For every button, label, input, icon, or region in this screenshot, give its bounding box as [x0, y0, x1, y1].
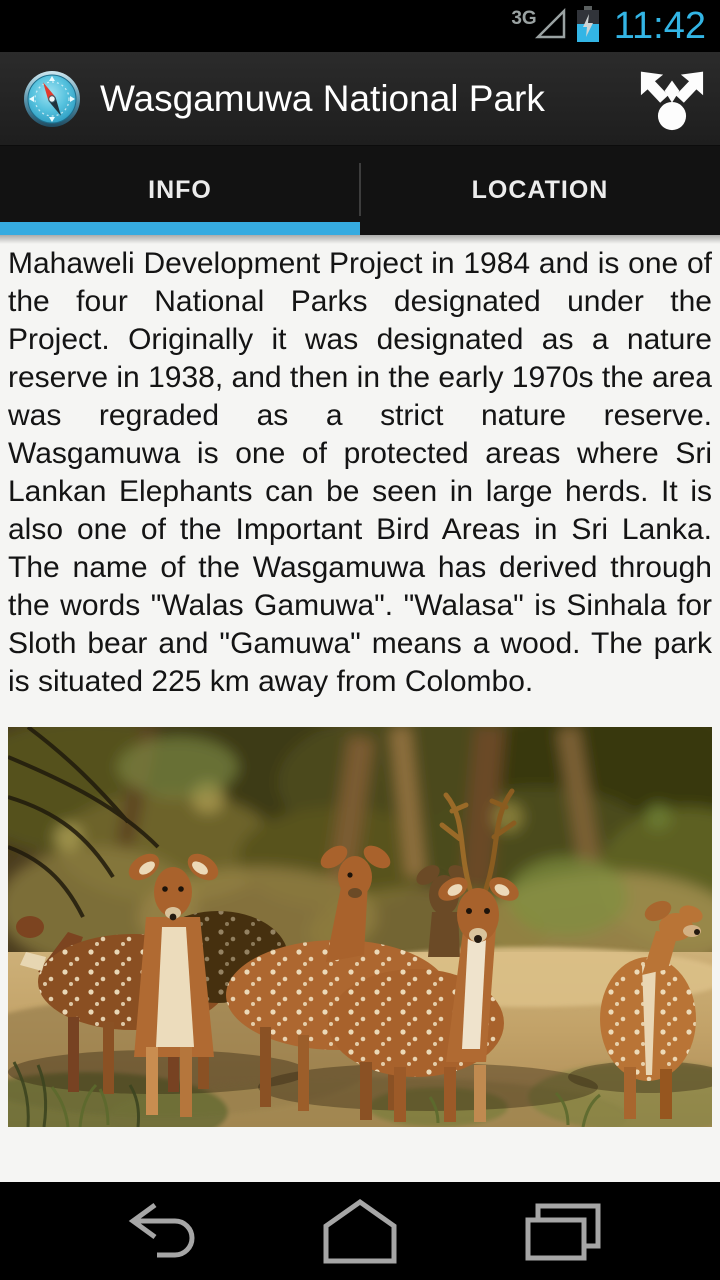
page-title: Wasgamuwa National Park: [100, 77, 545, 119]
deer-photo: [8, 727, 712, 1127]
share-button[interactable]: [624, 52, 720, 146]
tab-location[interactable]: [360, 146, 720, 235]
battery-charging-icon: [576, 4, 600, 49]
network-type-label: 3G: [511, 7, 537, 29]
action-bar: [0, 52, 720, 146]
status-bar: [0, 0, 720, 52]
tab-location-label: LOCATION: [471, 176, 609, 204]
back-button[interactable]: [107, 1182, 217, 1280]
share-icon: [635, 57, 709, 141]
tab-bar: [0, 146, 720, 235]
tab-info-label: INFO: [148, 176, 212, 204]
navigation-bar: [0, 1182, 720, 1280]
info-scroll-area[interactable]: [0, 235, 720, 1182]
recents-icon: [520, 1200, 604, 1262]
tab-divider: [359, 163, 361, 216]
signal-triangle-icon: [534, 7, 568, 46]
home-button[interactable]: [305, 1182, 415, 1280]
compass-icon[interactable]: [22, 69, 82, 129]
clock: 11:42: [613, 4, 706, 47]
park-description: Mahaweli Development Project in 1984 and is one of the four National Parks designated under the Project. Originally it was designated as a nature reserve in 1938, and then in the early 1970s the area was regraded as a strict nature reserve. Wasgamuwa is one of protected areas where Sri Lankan Elephants can be seen in large herds. It is also one of the Important Bird Areas in Sri Lanka. The name of the Wasgamuwa has derived through the words "Walas Gamuwa". "Walasa" is Sinhala for Sloth bear and "Gamuwa" means a wood. The park is situated 225 km away from Colombo.: [8, 247, 712, 698]
home-icon: [318, 1198, 402, 1264]
recents-button[interactable]: [507, 1182, 617, 1280]
network-status: [511, 7, 567, 46]
selected-tab-indicator: [0, 222, 360, 235]
back-icon: [117, 1199, 207, 1263]
